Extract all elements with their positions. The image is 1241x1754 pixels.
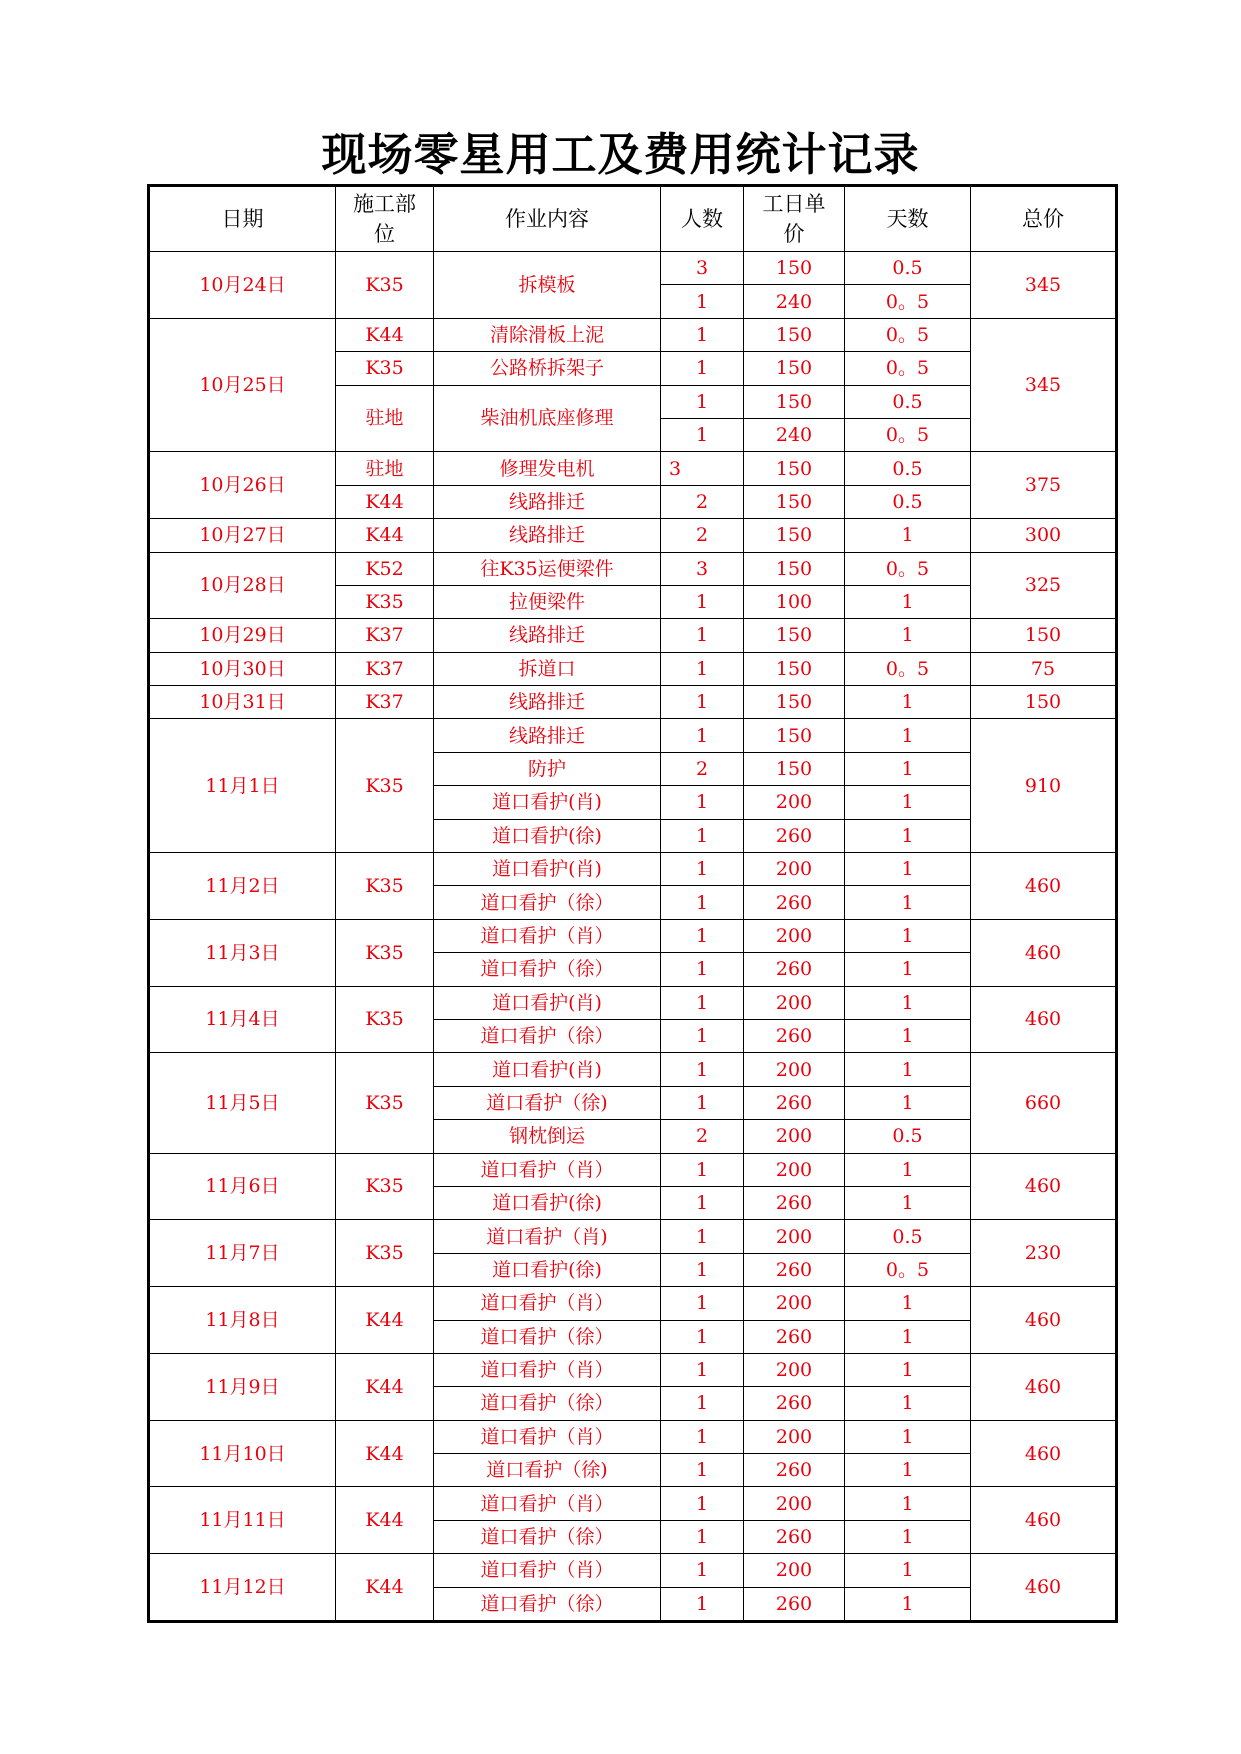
date-cell: 11月11日 <box>149 1487 336 1554</box>
date-cell: 11月2日 <box>149 853 336 920</box>
rate-cell: 150 <box>744 686 845 719</box>
content-cell: 道口看护（徐） <box>434 1587 661 1621</box>
days-cell: 1 <box>845 1186 971 1219</box>
days-cell: 0。5 <box>845 652 971 685</box>
table-row <box>149 552 1117 585</box>
people-cell: 1 <box>661 1520 744 1553</box>
header-date: 日期 <box>149 186 336 252</box>
total-cell: 660 <box>971 1053 1117 1153</box>
header-total: 总价 <box>971 186 1117 252</box>
location-cell: K35 <box>336 1153 434 1220</box>
people-cell: 1 <box>661 786 744 819</box>
content-cell: 道口看护（肖） <box>434 1554 661 1587</box>
date-cell: 11月8日 <box>149 1287 336 1354</box>
content-cell: 道口看护（肖） <box>434 1353 661 1386</box>
rate-cell: 200 <box>744 1287 845 1320</box>
days-cell: 1 <box>845 986 971 1019</box>
location-cell: K35 <box>336 719 434 853</box>
header-row <box>149 186 1117 252</box>
total-cell: 460 <box>971 919 1117 986</box>
table-row <box>149 252 1117 285</box>
days-cell: 1 <box>845 819 971 852</box>
people-cell: 1 <box>661 1019 744 1052</box>
table-row <box>149 1153 1117 1186</box>
total-cell: 345 <box>971 252 1117 319</box>
days-cell: 0。5 <box>845 552 971 585</box>
location-cell: K44 <box>336 1420 434 1487</box>
location-cell: K37 <box>336 686 434 719</box>
days-cell: 1 <box>845 719 971 752</box>
table-row <box>149 986 1117 1019</box>
days-cell: 0.5 <box>845 485 971 518</box>
people-cell: 1 <box>661 1186 744 1219</box>
table-row <box>149 719 1117 752</box>
location-cell: K37 <box>336 652 434 685</box>
rate-cell: 150 <box>744 619 845 652</box>
header-people: 人数 <box>661 186 744 252</box>
days-cell: 1 <box>845 919 971 952</box>
days-cell: 1 <box>845 1320 971 1353</box>
rate-cell: 150 <box>744 452 845 485</box>
content-cell: 道口看护（徐） <box>434 1520 661 1553</box>
total-cell: 150 <box>971 619 1117 652</box>
rate-cell: 200 <box>744 986 845 1019</box>
location-cell: K44 <box>336 1554 434 1622</box>
content-cell: 道口看护(徐) <box>434 1253 661 1286</box>
days-cell: 0.5 <box>845 1120 971 1153</box>
content-cell: 线路排迁 <box>434 485 661 518</box>
days-cell: 1 <box>845 686 971 719</box>
people-cell: 1 <box>661 619 744 652</box>
header-rate-line2: 价 <box>783 222 805 246</box>
people-cell: 1 <box>661 285 744 318</box>
days-cell: 1 <box>845 1454 971 1487</box>
location-cell: K52 <box>336 552 434 585</box>
total-cell: 460 <box>971 1353 1117 1420</box>
rate-cell: 260 <box>744 1454 845 1487</box>
rate-cell: 260 <box>744 1520 845 1553</box>
total-cell: 150 <box>971 686 1117 719</box>
date-cell: 10月28日 <box>149 552 336 619</box>
location-cell: K35 <box>336 1053 434 1153</box>
rate-cell: 200 <box>744 786 845 819</box>
rate-cell: 200 <box>744 1554 845 1587</box>
content-cell: 清除滑板上泥 <box>434 318 661 351</box>
people-cell: 3 <box>661 452 744 485</box>
rate-cell: 150 <box>744 719 845 752</box>
location-cell: 驻地 <box>336 452 434 485</box>
location-cell: K35 <box>336 919 434 986</box>
content-cell: 线路排迁 <box>434 719 661 752</box>
table-row <box>149 519 1117 552</box>
content-cell: 拆道口 <box>434 652 661 685</box>
days-cell: 0。5 <box>845 318 971 351</box>
days-cell: 1 <box>845 1520 971 1553</box>
people-cell: 1 <box>661 1353 744 1386</box>
people-cell: 2 <box>661 1120 744 1153</box>
total-cell: 460 <box>971 1287 1117 1354</box>
date-cell: 10月31日 <box>149 686 336 719</box>
days-cell: 1 <box>845 953 971 986</box>
date-cell: 11月5日 <box>149 1053 336 1153</box>
rate-cell: 260 <box>744 1019 845 1052</box>
location-cell: K44 <box>336 318 434 351</box>
people-cell: 3 <box>661 252 744 285</box>
header-location <box>336 186 434 252</box>
content-cell: 修理发电机 <box>434 452 661 485</box>
date-cell: 11月6日 <box>149 1153 336 1220</box>
total-cell: 460 <box>971 853 1117 920</box>
people-cell: 1 <box>661 1287 744 1320</box>
total-cell: 75 <box>971 652 1117 685</box>
people-cell: 1 <box>661 886 744 919</box>
days-cell: 1 <box>845 1153 971 1186</box>
days-cell: 1 <box>845 1587 971 1621</box>
location-cell: K35 <box>336 252 434 319</box>
header-content: 作业内容 <box>434 186 661 252</box>
table-row <box>149 1287 1117 1320</box>
content-cell: 防护 <box>434 752 661 785</box>
content-cell: 拉便梁件 <box>434 585 661 618</box>
people-cell: 1 <box>661 719 744 752</box>
rate-cell: 200 <box>744 1053 845 1086</box>
content-cell: 道口看护(肖) <box>434 1053 661 1086</box>
days-cell: 1 <box>845 1387 971 1420</box>
rate-cell: 150 <box>744 485 845 518</box>
total-cell: 460 <box>971 1420 1117 1487</box>
content-cell: 道口看护（肖) <box>434 1220 661 1253</box>
content-cell: 道口看护（徐） <box>434 886 661 919</box>
date-cell: 10月27日 <box>149 519 336 552</box>
rate-cell: 150 <box>744 318 845 351</box>
total-cell: 460 <box>971 1554 1117 1622</box>
rate-cell: 260 <box>744 819 845 852</box>
days-cell: 1 <box>845 585 971 618</box>
total-cell: 460 <box>971 1153 1117 1220</box>
content-cell: 道口看护（徐) <box>434 1454 661 1487</box>
date-cell: 11月12日 <box>149 1554 336 1622</box>
date-cell: 11月9日 <box>149 1353 336 1420</box>
content-cell: 道口看护(肖) <box>434 786 661 819</box>
days-cell: 1 <box>845 1554 971 1587</box>
date-cell: 10月26日 <box>149 452 336 519</box>
location-cell: K35 <box>336 1220 434 1287</box>
content-cell: 道口看护（肖） <box>434 1287 661 1320</box>
days-cell: 1 <box>845 1287 971 1320</box>
total-cell: 300 <box>971 519 1117 552</box>
rate-cell: 150 <box>744 652 845 685</box>
people-cell: 2 <box>661 519 744 552</box>
total-cell: 325 <box>971 552 1117 619</box>
content-cell: 道口看护（肖） <box>434 1420 661 1453</box>
people-cell: 3 <box>661 552 744 585</box>
people-cell: 1 <box>661 1220 744 1253</box>
table-row <box>149 1053 1117 1086</box>
people-cell: 2 <box>661 485 744 518</box>
people-cell: 2 <box>661 752 744 785</box>
rate-cell: 150 <box>744 752 845 785</box>
table-row <box>149 1554 1117 1587</box>
people-cell: 1 <box>661 953 744 986</box>
table-row <box>149 1420 1117 1453</box>
rate-cell: 150 <box>744 519 845 552</box>
date-cell: 11月3日 <box>149 919 336 986</box>
days-cell: 0.5 <box>845 385 971 418</box>
total-cell: 345 <box>971 318 1117 452</box>
content-cell: 道口看护(肖) <box>434 853 661 886</box>
days-cell: 1 <box>845 1420 971 1453</box>
total-cell: 460 <box>971 986 1117 1053</box>
location-cell: K44 <box>336 519 434 552</box>
days-cell: 1 <box>845 619 971 652</box>
rate-cell: 260 <box>744 886 845 919</box>
days-cell: 1 <box>845 752 971 785</box>
location-cell: K35 <box>336 352 434 385</box>
rate-cell: 260 <box>744 1387 845 1420</box>
rate-cell: 150 <box>744 252 845 285</box>
content-cell: 钢枕倒运 <box>434 1120 661 1153</box>
rate-cell: 260 <box>744 1086 845 1119</box>
header-rate-line1: 工日单 <box>762 192 826 216</box>
rate-cell: 260 <box>744 1587 845 1621</box>
record-table-body <box>149 252 1117 1622</box>
rate-cell: 200 <box>744 919 845 952</box>
content-cell: 线路排迁 <box>434 519 661 552</box>
days-cell: 1 <box>845 1487 971 1520</box>
people-cell: 1 <box>661 1587 744 1621</box>
date-cell: 10月24日 <box>149 252 336 319</box>
people-cell: 1 <box>661 585 744 618</box>
content-cell: 拆模板 <box>434 252 661 319</box>
days-cell: 0.5 <box>845 452 971 485</box>
content-cell: 道口看护（徐） <box>434 1019 661 1052</box>
header-location-line2: 位 <box>374 222 395 246</box>
header-days: 天数 <box>845 186 971 252</box>
rate-cell: 240 <box>744 285 845 318</box>
location-cell: K44 <box>336 485 434 518</box>
people-cell: 1 <box>661 1454 744 1487</box>
rate-cell: 260 <box>744 1320 845 1353</box>
date-cell: 10月30日 <box>149 652 336 685</box>
content-cell: 道口看护（肖） <box>434 1153 661 1186</box>
location-cell: K35 <box>336 853 434 920</box>
content-cell: 道口看护（肖） <box>434 919 661 952</box>
people-cell: 1 <box>661 1253 744 1286</box>
rate-cell: 260 <box>744 953 845 986</box>
header-rate <box>744 186 845 252</box>
people-cell: 1 <box>661 1053 744 1086</box>
location-cell: 驻地 <box>336 385 434 452</box>
days-cell: 0。5 <box>845 418 971 451</box>
total-cell: 910 <box>971 719 1117 853</box>
rate-cell: 150 <box>744 385 845 418</box>
days-cell: 1 <box>845 886 971 919</box>
days-cell: 1 <box>845 1053 971 1086</box>
people-cell: 1 <box>661 385 744 418</box>
days-cell: 0。5 <box>845 1253 971 1286</box>
days-cell: 0.5 <box>845 1220 971 1253</box>
location-cell: K44 <box>336 1287 434 1354</box>
rate-cell: 200 <box>744 1420 845 1453</box>
people-cell: 1 <box>661 418 744 451</box>
days-cell: 1 <box>845 519 971 552</box>
total-cell: 375 <box>971 452 1117 519</box>
rate-cell: 100 <box>744 585 845 618</box>
people-cell: 1 <box>661 318 744 351</box>
content-cell: 往K35运便梁件 <box>434 552 661 585</box>
table-row <box>149 686 1117 719</box>
table-row <box>149 318 1117 351</box>
rate-cell: 200 <box>744 1120 845 1153</box>
people-cell: 1 <box>661 853 744 886</box>
table-row <box>149 1353 1117 1386</box>
content-cell: 道口看护(徐) <box>434 1186 661 1219</box>
days-cell: 1 <box>845 1019 971 1052</box>
rate-cell: 200 <box>744 853 845 886</box>
location-cell: K35 <box>336 986 434 1053</box>
rate-cell: 150 <box>744 552 845 585</box>
people-cell: 1 <box>661 1153 744 1186</box>
date-cell: 10月29日 <box>149 619 336 652</box>
content-cell: 道口看护(肖) <box>434 986 661 1019</box>
record-table <box>147 184 1118 1623</box>
date-cell: 10月25日 <box>149 318 336 452</box>
content-cell: 柴油机底座修理 <box>434 385 661 452</box>
days-cell: 0.5 <box>845 252 971 285</box>
days-cell: 0。5 <box>845 285 971 318</box>
people-cell: 1 <box>661 1086 744 1119</box>
content-cell: 线路排迁 <box>434 619 661 652</box>
people-cell: 1 <box>661 686 744 719</box>
table-row <box>149 652 1117 685</box>
header-location-line1: 施工部 <box>353 192 416 216</box>
date-cell: 11月4日 <box>149 986 336 1053</box>
location-cell: K44 <box>336 1353 434 1420</box>
content-cell: 道口看护（徐） <box>434 1320 661 1353</box>
date-cell: 11月7日 <box>149 1220 336 1287</box>
table-row <box>149 452 1117 485</box>
content-cell: 道口看护（徐) <box>434 1086 661 1119</box>
people-cell: 1 <box>661 819 744 852</box>
people-cell: 1 <box>661 986 744 1019</box>
rate-cell: 200 <box>744 1153 845 1186</box>
date-cell: 11月10日 <box>149 1420 336 1487</box>
rate-cell: 200 <box>744 1220 845 1253</box>
table-row <box>149 619 1117 652</box>
people-cell: 1 <box>661 1420 744 1453</box>
days-cell: 1 <box>845 853 971 886</box>
people-cell: 1 <box>661 1387 744 1420</box>
content-cell: 道口看护(徐) <box>434 819 661 852</box>
rate-cell: 240 <box>744 418 845 451</box>
total-cell: 460 <box>971 1487 1117 1554</box>
content-cell: 线路排迁 <box>434 686 661 719</box>
location-cell: K37 <box>336 619 434 652</box>
content-cell: 公路桥拆架子 <box>434 352 661 385</box>
people-cell: 1 <box>661 1487 744 1520</box>
content-cell: 道口看护（徐） <box>434 1387 661 1420</box>
content-cell: 道口看护（肖） <box>434 1487 661 1520</box>
people-cell: 1 <box>661 1320 744 1353</box>
content-cell: 道口看护（徐） <box>434 953 661 986</box>
location-cell: K44 <box>336 1487 434 1554</box>
table-row <box>149 1487 1117 1520</box>
people-cell: 1 <box>661 1554 744 1587</box>
rate-cell: 260 <box>744 1253 845 1286</box>
table-row <box>149 919 1117 952</box>
table-row <box>149 1220 1117 1253</box>
people-cell: 1 <box>661 652 744 685</box>
rate-cell: 200 <box>744 1487 845 1520</box>
rate-cell: 260 <box>744 1186 845 1219</box>
page-title: 现场零星用工及费用统计记录 <box>321 128 920 181</box>
days-cell: 1 <box>845 786 971 819</box>
rate-cell: 200 <box>744 1353 845 1386</box>
days-cell: 1 <box>845 1353 971 1386</box>
total-cell: 230 <box>971 1220 1117 1287</box>
location-cell: K35 <box>336 585 434 618</box>
date-cell: 11月1日 <box>149 719 336 853</box>
table-row <box>149 853 1117 886</box>
days-cell: 1 <box>845 1086 971 1119</box>
rate-cell: 150 <box>744 352 845 385</box>
people-cell: 1 <box>661 352 744 385</box>
days-cell: 0。5 <box>845 352 971 385</box>
people-cell: 1 <box>661 919 744 952</box>
